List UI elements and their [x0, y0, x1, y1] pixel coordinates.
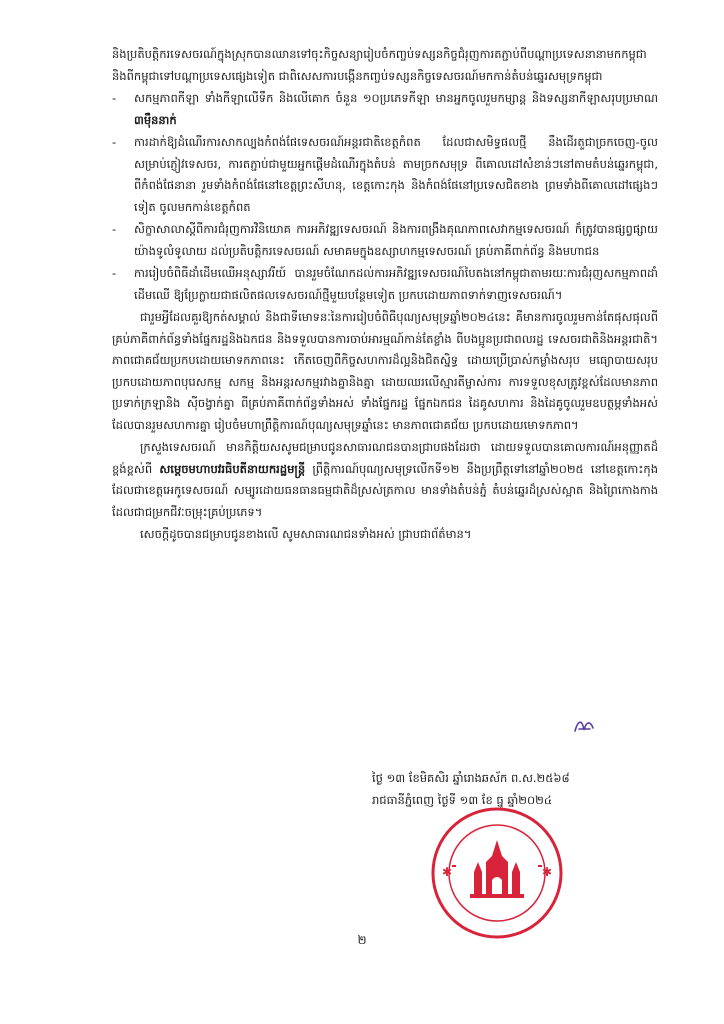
bullet-dash: - [112, 266, 117, 280]
date-block [372, 767, 672, 811]
bullet-text: ការរៀបចំពិធីដាំដើមឈើអនុស្សាវរីយ៍ បានរួមចំណែកដល់ការអភិវឌ្ឍទេសចរណ៍បៃតងនៅកម្ពុជាតាមរយៈការជំរុញសកម្មភាពដាំដើមឈើ ឱ្យប្រែក្លាយជាផលិតផលទេសចរណ៍ថ្មីមួយបន្ថែមទៀត ប្រកបដោយភាពទាក់ទាញទេសចរណ៍។ [134, 266, 658, 302]
ministry-text-end: ព្រឹត្តិការណ៍បុណ្យសមុទ្រលើកទី១២ នឹងប្រព្រឹត្តទៅនៅឆ្នាំ២០២៥ នៅខេត្តកោះកុង ដែលជាខេត្តអេកូទេសចរណ៍ សម្បូរដោយធនធានធម្មជាតិដ៏ស្រស់ត្រកាល មានទាំងតំបន់ភ្នំ តំបន់ឆ្នេរដ៏ស្រស់ស្អាត និងព្រៃកោងកាង ដែលជាជម្រកជីវៈចម្រុះគ្រប់ប្រភេទ។ [112, 461, 658, 519]
list-item [112, 88, 658, 131]
document-body [112, 44, 658, 547]
bullet-dash: - [112, 135, 117, 149]
svg-text:✱: ✱ [442, 865, 453, 879]
initial-signature-icon [572, 716, 596, 738]
bullet-text: ការដាក់ឱ្យដំណើរការសាកល្បងកំពង់ផែទេសចរណ៍អន្តរជាតិខេត្តកំពត ដែលជាសមិទ្ធផលថ្មី នឹងដើរតួជាច្រកចេញ-ចូល សម្រាប់ភ្ញៀវទេសចរ, ការតភ្ជាប់ជាមួយអ្នកផ្ដើមដំណើរក្នុងតំបន់ តាមច្រកសមុទ្រ ពីគោលដៅសំខាន់ៗនៅតាមតំបន់ឆ្នេរកម្ពុជា, ពីកំពង់ផែនានា រួមទាំងកំពង់ផែនៅខេត្តព្រះសីហនុ, ខេត្តកោះកុង និងកំពង់ផែនៅប្រទេសជិតខាង ព្រមទាំងពីគោលដៅផ្សេងៗទៀត ចូលមកកាន់ខេត្តកំពត [134, 135, 658, 214]
achievement-paragraph: ជារួមអ្វីដែលគួរឱ្យកត់សម្គាល់ និងជាទីមោទនៈនៃការរៀបចំពិធីបុណ្យសមុទ្រឆ្នាំ២០២៤នេះ គឺមានការចូលរួមកាន់តែផុសផុលពីគ្រប់ភាគីពាក់ព័ន្ធទាំងផ្នែករដ្ឋនិងឯកជន និងទទួលបានការចាប់អារម្មណ៍កាន់តែខ្លាំង ពីបងប្អូនប្រជាពលរដ្ឋ ទេសចរជាតិនិងអន្តរជាតិ។ ភាពជោគជ័យប្រកបដោយមោទកភាពនេះ កើតចេញពីកិច្ចសហការដ៏ល្អនិងជិតស្និទ្ធ ដោយប្រើប្រាស់កម្លាំងសរុប មធ្យោបាយសរុប ប្រកបដោយភាពបុរេសកម្ម សកម្ម និងអន្តរសកម្មរវាងគ្នានិងគ្នា ដោយឈរលើស្មារតីម្ចាស់ការ ការទទួលខុសត្រូវខ្ពស់ដែលមានភាពប្រទាក់ក្រឡានិង ស៊ីចង្វាក់គ្នា ពីគ្រប់ភាគីពាក់ព័ន្ធទាំងអស់ ទាំងផ្នែករដ្ឋ ផ្នែកឯកជន ដៃគូសហការ និងដៃគូចូលរួមឧបត្ថម្ភទាំងអស់ ដែលបានរួមសហការគ្នា រៀបចំមហាព្រឹត្តិការណ៍បុណ្យសមុទ្រឆ្នាំនេះ មានភាពជោគជ័យ ប្រកបដោយមោទកភាព។ [112, 310, 658, 432]
bullet-dash: - [112, 91, 117, 105]
bullet-bold-text: ៣ម៉ឺននាក់ [134, 112, 177, 127]
ministry-text: ក្រសួងទេសចរណ៍ មានកិត្តិយសសូមជម្រាបជូនសាធារណជនបានជ្រាបផងដែរថា ដោយទទួលបានគោលការណ៍អនុញ្ញាតដ៏ខ្ពង់ខ្ពស់ពី [112, 440, 658, 476]
bullet-text: សកម្មភាពកីឡា ទាំងកីឡាលើទឹក និងលើគោក ចំនួន ១០ប្រភេទកីឡា មានអ្នកចូលរួមកម្សាន្ត និងទស្សនាកីឡាសរុបប្រមាណ [134, 91, 658, 105]
list-item [112, 263, 658, 306]
ministry-seal-icon [430, 806, 564, 940]
intro-paragraph: និងប្រតិបត្តិករទេសចរណ៍ក្នុងស្រុកបានឈានទៅចុះកិច្ចសន្យារៀបចំកញ្ចប់ទស្សនកិច្ចជំរុញការតភ្ជាប់ពីបណ្ដាប្រទេសនានាមកកម្ពុជា និងពីកម្ពុជាទៅបណ្ដាប្រទេសផ្សេងទៀត ជាពិសេសការបង្កើនកញ្ចប់ទស្សនកិច្ចទេសចរណ៍មកកាន់តំបន់ឆ្នេរសមុទ្រកម្ពុជា [112, 47, 647, 83]
bullet-text: សិក្ខាសាលាស្ដីពីការជំរុញការវិនិយោគ ការអភិវឌ្ឍទេសចរណ៍ និងការពង្រឹងគុណភាពសេវាកម្មទេសចរណ៍ ក៏ត្រូវបានផ្សព្វផ្សាយយ៉ាងទូលំទូលាយ ដល់ប្រតិបត្តិករទេសចរណ៍ សមាគមក្នុងឧស្សាហកម្មទេសចរណ៍ គ្រប់ភាគីពាក់ព័ន្ធ និងមហាជន [134, 222, 658, 258]
list-item [112, 132, 658, 218]
page-number: ២ [357, 933, 367, 947]
closing-paragraph: សេចក្ដីដូចបានជម្រាបជូនខាងលើ សូមសាធារណជនទាំងអស់ ជ្រាបជាព័ត៌មាន។ [140, 527, 472, 541]
svg-text:✱: ✱ [542, 865, 553, 879]
place-date: រាជធានីភ្នំពេញ ថ្ងៃទី ១៣ ខែ ធ្នូ ឆ្នាំ២០២៤ [372, 793, 552, 807]
achievement-list [112, 88, 658, 306]
ministry-bold-text: សម្ដេចមហាបវរធិបតីនាយករដ្ឋមន្ត្រី [159, 461, 306, 476]
bullet-dash: - [112, 222, 117, 236]
ministry-paragraph [112, 437, 658, 523]
lunar-date: ថ្ងៃ ១៣ ខែមិគសិរ ឆ្នាំរោងឆស័ក ព.ស.២៥៦៨ [372, 771, 570, 785]
list-item [112, 219, 658, 262]
